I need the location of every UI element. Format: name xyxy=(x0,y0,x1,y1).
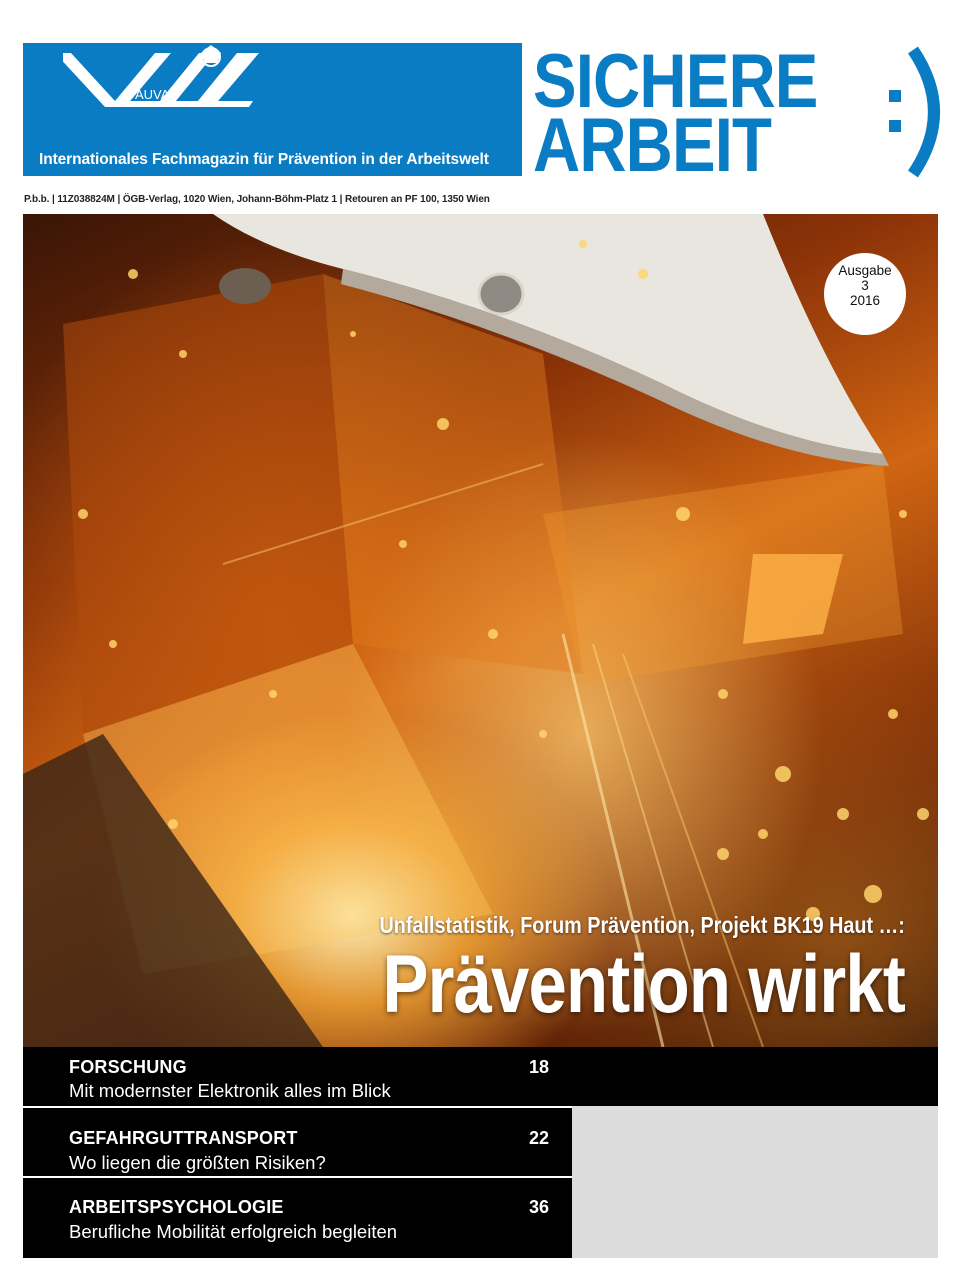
toc-section: ARBEITSPSYCHOLOGIE xyxy=(69,1197,284,1217)
toc-title: Berufliche Mobilität erfolgreich begleiten xyxy=(69,1221,398,1242)
issue-badge xyxy=(824,253,906,335)
smiley-icon xyxy=(885,40,947,185)
title-line-2: ARBEIT xyxy=(533,103,772,188)
cover-photo xyxy=(23,214,938,1047)
toc-page: 18 xyxy=(529,1057,550,1077)
toc-page: 36 xyxy=(529,1197,550,1217)
issue-year: 2016 xyxy=(849,293,881,308)
toc-title: Mit modernster Elektronik alles im Blick xyxy=(69,1080,391,1101)
logo-text: AUVA xyxy=(135,87,170,102)
toc-section: FORSCHUNG xyxy=(69,1057,187,1077)
issue-label: Ausgabe xyxy=(838,263,892,278)
toc-item-gefahrguttransport[interactable] xyxy=(23,1106,572,1176)
issue-number: 3 xyxy=(861,278,869,293)
eagle-icon xyxy=(201,45,221,66)
toc-item-arbeitspsychologie[interactable] xyxy=(23,1176,572,1258)
toc-section: GEFAHRGUTTRANSPORT xyxy=(69,1128,298,1148)
masthead-bar xyxy=(23,43,522,176)
auva-logo xyxy=(63,43,263,153)
toc-item-forschung[interactable] xyxy=(23,1047,938,1106)
postal-line: P.b.b. | 11Z038824M | ÖGB-Verlag, 1020 Wien, Johann-Böhm-Platz 1 | Retouren an PF 100, 1350 Wien xyxy=(24,194,490,205)
cover-headline: Prävention wirkt xyxy=(382,939,905,1030)
magazine-title xyxy=(533,39,943,188)
tagline: Internationales Fachmagazin für Prävention in der Arbeitswelt xyxy=(39,151,489,168)
gray-panel xyxy=(572,1106,938,1258)
toc-title: Wo liegen die größten Risiken? xyxy=(69,1152,326,1173)
title-line-1: SICHERE xyxy=(533,39,818,124)
cover-subheadline: Unfallstatistik, Forum Prävention, Projekt BK19 Haut …: xyxy=(379,912,905,938)
toc-page: 22 xyxy=(529,1128,550,1148)
